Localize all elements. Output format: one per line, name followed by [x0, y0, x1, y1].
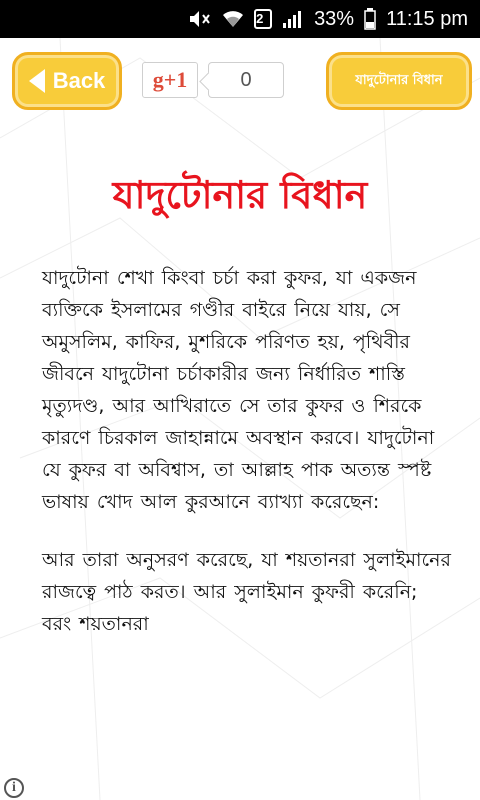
- article-paragraph: আর তারা অনুসরণ করেছে, যা শয়তানরা সুলাইমানের রাজত্বে পাঠ করত। আর সুলাইমান কুফরী করেনি; বরং শয়তানরা: [42, 549, 451, 635]
- article-paragraph: যাদুটোনা শেখা কিংবা চর্চা করা কুফর, যা একজন ব্যক্তিকে ইসলামের গণ্ডীর বাইরে নিয়ে যায়, সে অমুসলিম, কাফির, মুশরিকে পরিণত হয়, পৃথিবীর জীবনে যাদুটোনা চর্চাকারীর জন্য নির্ধারিত শাস্তি মৃত্যুদণ্ড, আর আখিরাতে সে তার কুফর ও শিরকে কারণে চিরকাল জাহান্নামে অবস্থান করবে। যাদুটোনা যে কুফর বা অবিশ্বাস, তা আল্লাহ পাক অত্যন্ত স্পষ্ট ভাষায় খোদ আল কুরআনে ব্যাখ্যা করেছেন:: [42, 267, 435, 513]
- battery-icon: [364, 8, 376, 30]
- signal-icon: [282, 9, 304, 29]
- sim-slot-badge: 2: [254, 9, 272, 29]
- clock: 11:15 pm: [386, 7, 468, 30]
- wifi-icon: [222, 9, 244, 29]
- plus-one-count: 0: [208, 62, 284, 98]
- topic-title-button[interactable]: যাদুটোনার বিধান: [326, 52, 472, 110]
- status-bar: [0, 0, 480, 38]
- info-icon[interactable]: i: [4, 778, 24, 798]
- back-button[interactable]: [12, 52, 122, 110]
- article-body: [42, 262, 452, 666]
- toolbar: [0, 38, 480, 128]
- google-plus-one-button[interactable]: g+1: [142, 62, 198, 98]
- back-arrow-icon: [29, 69, 45, 93]
- page-title: যাদুটোনার বিধান: [112, 173, 368, 217]
- battery-percent: 33%: [314, 7, 355, 30]
- mute-icon: [188, 9, 212, 29]
- back-button-label: Back: [52, 68, 106, 93]
